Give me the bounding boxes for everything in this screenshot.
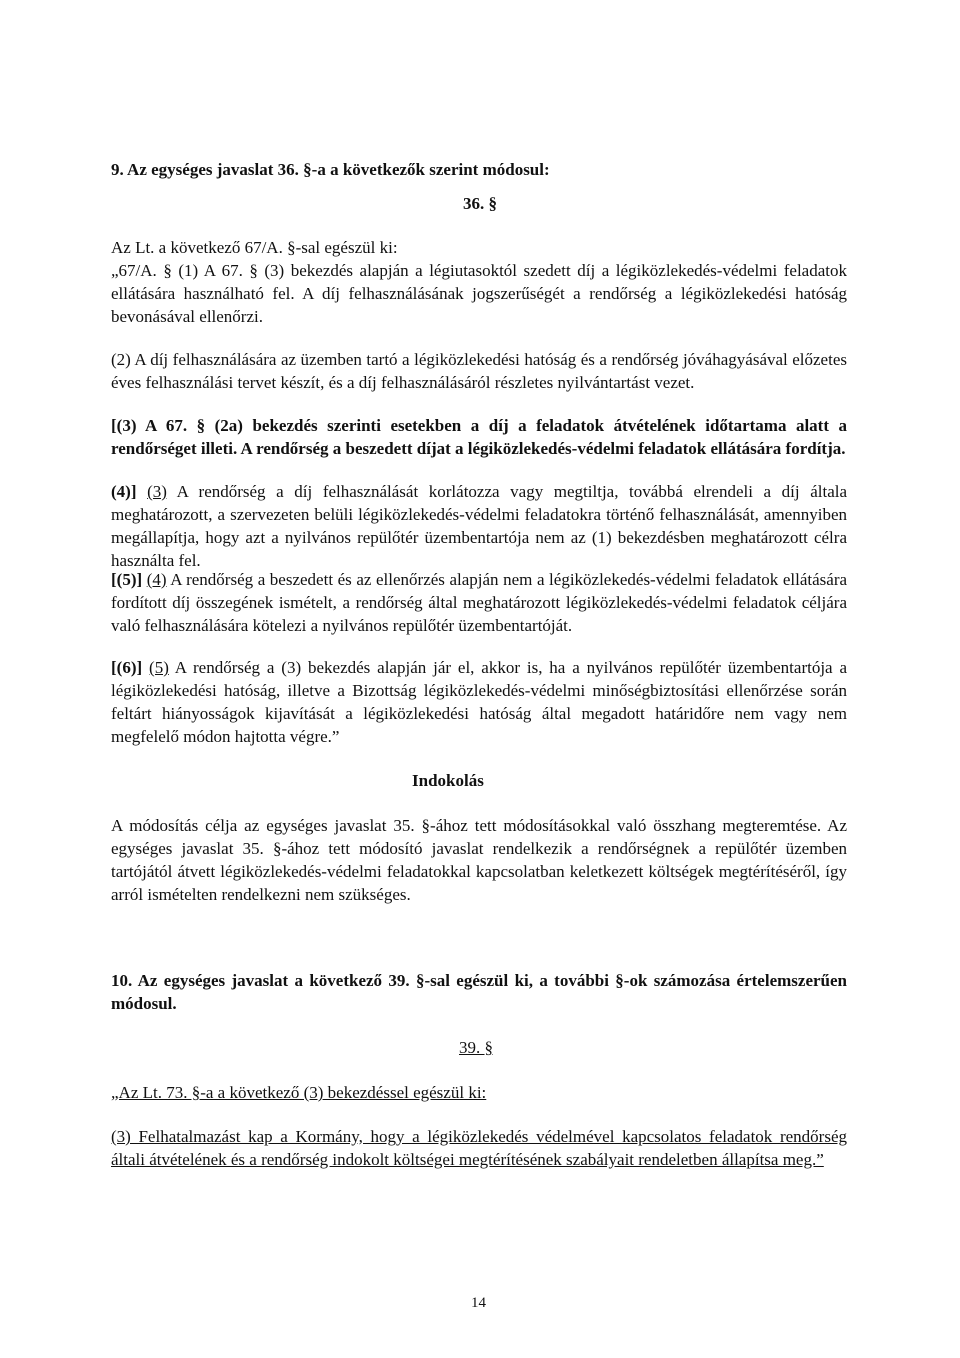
paragraph-6-text: A rendőrség a (3) bekezdés alapján jár el, akkor is, ha a nyilvános repülőtér üzembentartója a légiközlekedési hatóság, illetve a Bizottság légiközlekedés-védelmi minőségbiztosítási ellenőrzése során feltárt hiányosságok kijavítását a légiközlekedési hatóság által megadott határidőre nem vagy nem megfelelő módon hajtotta végre.” xyxy=(111,658,848,746)
old-number-4: (4)] xyxy=(111,482,137,501)
paragraph-5-text: A rendőrség a beszedett és az ellenőrzés alapján nem a légiközlekedés-védelmi feladatok ellátására fordított díj összegének ismételt, a rendőrség által meghatározott légiközlekedés-védelmi feladatok céljára való felhasználására kötelezi a nyilvános repülőtér üzembentartóját. xyxy=(111,570,848,635)
paragraph-1: „67/A. § (1) A 67. § (3) bekezdés alapján a légiutasoktól szedett díj a légiközlekedés-védelmi feladatok ellátására használható fel. A díj felhasználásának jogszerűségét a rendőrség a légiközlekedési hatóság bevonásával ellenőrzi. xyxy=(111,261,847,326)
amendment-39-paragraph: (3) Felhatalmazást kap a Kormány, hogy a légiközlekedés védelmével kapcsolatos feladatok rendőrség általi átvételének és a rendőrség indokolt költségei megtérítésének szabályait rendeletben állapítsa meg.” xyxy=(111,1127,847,1169)
new-number-3: (3) xyxy=(147,482,167,501)
amendment-39-intro: „Az Lt. 73. §-a a következő (3) bekezdéssel egészül ki: xyxy=(111,1083,487,1102)
indokolas-title: Indokolás xyxy=(412,771,484,790)
page-number: 14 xyxy=(471,1295,486,1311)
paragraph-5 xyxy=(111,568,847,637)
section-36-number: 36. § xyxy=(463,194,497,213)
paragraph-4 xyxy=(111,480,847,572)
paragraph-4-text: A rendőrség a díj felhasználását korlátozza vagy megtiltja, továbbá elrendeli a díj általa meghatározott, a szervezeten belüli légiközlekedés-védelmi feladatokra történő felhasználását, amennyiben megállapítja, hogy azt a nyilvános repülőtér üzembentartója nem az (1) bekezdésben meghatározott célra használta fel. xyxy=(111,482,848,570)
paragraph-6 xyxy=(111,656,847,748)
section-10-heading: 10. Az egységes javaslat a következő 39. §-sal egészül ki, a további §-ok számozása értelemszerűen módosul. xyxy=(111,971,847,1013)
old-number-5: [(5)] xyxy=(111,570,143,589)
paragraph-3-deleted: [(3) A 67. § (2a) bekezdés szerinti esetekben a díj a feladatok átvételének időtartama alatt a rendőrséget illeti. A rendőrség a beszedett díjat a légiközlekedés-védelmi feladatok ellátására fordítja. xyxy=(111,416,847,458)
section-9-heading: 9. Az egységes javaslat 36. §-a a következők szerint módosul: xyxy=(111,160,550,179)
section-39-number: 39. § xyxy=(459,1038,493,1057)
new-number-4: (4) xyxy=(146,570,167,589)
old-number-6: [(6)] xyxy=(111,658,143,677)
new-number-5: (5) xyxy=(149,658,169,677)
paragraph-2: (2) A díj felhasználására az üzemben tartó a légiközlekedési hatóság és a rendőrség jóváhagyásával előzetes éves felhasználási tervet készít, és a díj felhasználásáról részletes nyilvántartást vezet. xyxy=(111,350,847,392)
amendment-intro: Az Lt. a következő 67/A. §-sal egészül ki: xyxy=(111,238,398,257)
indokolas-text: A módosítás célja az egységes javaslat 35. §-ához tett módosításokkal való összhang megteremtése. Az egységes javaslat 35. §-ához tett módosító javaslat rendelkezik a rendőrségnek a repülőtér üzemben tartójától átvett légiközlekedés-védelmi feladatokkal kapcsolatban keletkezett költségek megtérítéséről, így arról ismételten rendelkezni nem szükséges. xyxy=(111,816,847,904)
